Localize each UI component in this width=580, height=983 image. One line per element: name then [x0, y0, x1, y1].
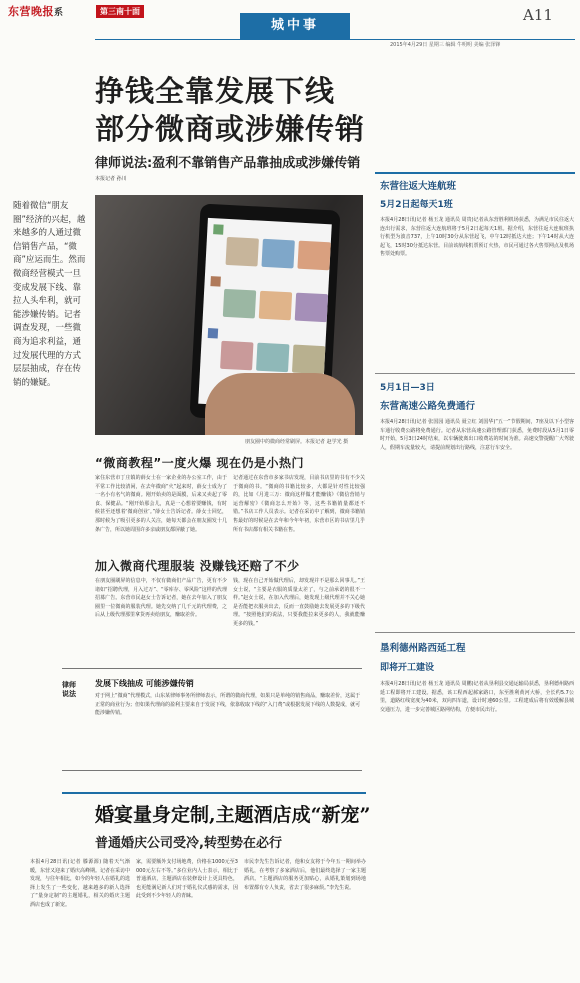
highway-subheading: 5月1日—3日	[380, 383, 435, 393]
road-heading: 垦利德州路西延工程	[380, 643, 466, 654]
headline-line-1: 挣钱全靠发展下线	[95, 74, 336, 108]
headline-line-2: 部分微商或涉嫌传销	[95, 112, 366, 146]
dateline: 2015年4月29日 星期三 编辑 牛明明 美编 张泽锋	[390, 42, 501, 48]
highway-heading: 东营高速公路免费通行	[380, 401, 476, 412]
article-column: 在朋友圈刷屏的信息中，不仅有微商们产品广告，更有不少诸如“招聘代理，月入过万”、“零库存、零风险”这样的代理招募广告。东营市民赵女士告诉记者，她在去年加入了朋友圈里一位微商的服装代理。她先交纳了几千元的代理费，之后从上级代理那里拿货再卖给朋友，赚取差价。	[95, 578, 227, 619]
header-rule	[95, 39, 575, 40]
section-heading-b: 加入微商代理服装 没赚钱还赔了不少	[95, 559, 300, 573]
news-photo	[95, 195, 363, 435]
edition-badge: 第三南十面	[96, 5, 144, 18]
flight-body: 本报4月28日讯(记者 杨玉龙 通讯员 周贵)记者从东营胜利机场获悉，为满足市民往返大连出行需求，东营往返大连航班将于5月2日起每天1班。据介绍，东营往返大连航班执行机型为波音737，上午10时30分从东营起飞，中午12时抵达大连；下午14时从大连起飞，15时30分抵达东营。目前该航线机票预订火热，市民可通过各大售票网点及机场售票处购票。	[380, 217, 574, 258]
section-banner: 城中事	[240, 13, 350, 39]
flight-subheading: 5月2日起每天1班	[380, 200, 453, 210]
main-subheadline: 律师说法:盈利不靠销售产品靠抽成或涉嫌传销	[95, 156, 361, 171]
lead-paragraph: 随着微信“朋友圈”经济的兴起，越来越多的人通过微信销售产品，“微商”应运而生。然而微商经营模式一旦变成发展下线、靠拉人头牟利，就可能涉嫌传销。记者调查发现，一些微商为追求利益，通过发展代理的方式层层抽成，存在传销的嫌疑。	[13, 201, 86, 388]
flight-heading: 东营往返大连航班	[380, 181, 457, 192]
note-heading: 发展下线抽成 可能涉嫌传销	[95, 679, 194, 688]
article-column: 本报4月28日讯(记者 滕源源) 随着天气渐暖，东营又迎来了婚庆高峰期。记者在采访中发现，与往年相比，如今的年轻人在婚礼的选择上发生了一些变化，越来越多的新人选择了“量身定制”的主题婚礼，相关的婚庆主题酒店也成了新宠。	[30, 859, 130, 908]
photo-caption: 朋友圈中的微商经常刷屏。本报记者 赵学光 摄	[245, 439, 349, 445]
section-heading-a: “微商教程”一度火爆 现在仍是小热门	[95, 456, 304, 470]
hand-image	[205, 373, 355, 435]
article-column: 钱，现在自己开始做代理后，却发现并不是那么回事儿。”王女士说，“主要是衣服的质量太差了，与之前承诺的很不一样。”赵女士说，在加入代理后，她发现上级代理并不关心她是否能把衣服卖出去，反而一直鼓励她去发展更多的下级代理。“按照他们的说法，只要我能拉来更多的人，我就能赚更多的钱。”	[233, 578, 365, 627]
lawyer-label: 律师说法	[62, 680, 76, 698]
article-rule	[62, 792, 366, 794]
note-body: 对于网上“微商”代理模式，山东某律师事务所律师表示，所谓的微商代理，如果只是单纯的销售商品，赚取差价，这属于正常的商业行为；但如果代理商的盈利主要来自于发展下线，依靠收取下线的“入门费”或根据发展下线的人数提成，就可能涉嫌传销。	[95, 693, 361, 717]
byline: 本报记者 孙川	[95, 176, 127, 182]
main-headline	[95, 72, 395, 148]
article-column: 市民李先生告诉记者，他和女友将于今年五一期间举办婚礼，在考察了多家酒店后，他们最终选择了一家主题酒店。“主题酒店的服务更加贴心，从婚礼策划到场地布置都有专人负责，省去了很多麻烦。”李先生说。	[244, 859, 366, 891]
newspaper-brand: 东营晚报系	[8, 5, 64, 18]
road-body: 本报4月28日讯(记者 杨玉龙 通讯员 周鹏)记者从垦利县交通运输局获悉，垦利德州路西延工程即将开工建设。据悉，该工程西起郝家路口，东至胜利黄河大桥，全长约5.7公里，道路红线宽度为40米，双向四车道，设计时速60公里。工程建成后将有效缓解县城交通压力，进一步完善城区路网结构，方便市民出行。	[380, 681, 574, 713]
divider	[62, 770, 362, 771]
article-column: 记者通过在东营市多家书店发现，目前书店里的书有不少关于微商的书。“微商的书籍比较多，大都是针对性比较强的，比如《月进三万：微商这样做才能赚钱》《微信营销与运营解密》《微商怎么开始》等，这些书籍销量都还不错。”书店工作人员表示。记者在采访中了解到，微商书籍销售最好的时候是在去年和今年年初，东营市区的书店里几乎所有书店都有相关书籍在售。	[233, 475, 365, 533]
road-subheading: 即将开工建设	[380, 663, 435, 673]
wedding-headline: 婚宴量身定制,主题酒店成“新宠”	[95, 804, 371, 826]
wedding-subheadline: 普通婚庆公司受冷,转型势在必行	[95, 836, 282, 851]
divider	[375, 373, 575, 374]
highway-body: 本报4月28日讯(记者 张国园 通讯员 聂立红 刘国华)“五一”节假期间，7座及以下小型客车通行收费公路将免费通行。记者从东营高速公路管理部门获悉，免费时段从5月1日零时开始，5月3日24时结束，以车辆驶离出口收费站的时间为准。高速交警提醒广大驾驶人，假期车流量较大，请提前规划出行路线，注意行车安全。	[380, 419, 574, 451]
right-rule	[375, 172, 575, 174]
article-column: 家住东营市丁庄镇的薛女士在一家企业的办公室工作，由于平常工作比较清闲，在去年微商“火”起来时，薛女士成为了一名小有名气的微商。刚开始卖的是面膜，后来又卖起了零食、保健品。“刚开始那会儿，真是一心想着要赚钱，有时候甚至还想着‘微商创业’。”薛女士告诉记者。薛女士回忆，那时候为了吸引更多的人关注，她每天都会在朋友圈发十几条广告，所以她周围许多亲戚朋友都屏蔽了她。	[95, 475, 227, 533]
divider	[375, 632, 575, 633]
page-number: A11	[523, 6, 553, 24]
divider	[62, 668, 362, 669]
article-column: 家，需要额外支付场地费，价格在1000元至3000元左右不等。”多位业内人士表示，相比于普通酒店，主题酒店在装修设计上更具特色，也更能满足新人们对于婚礼仪式感的需求，因此受到不少年轻人的青睐。	[136, 859, 238, 900]
